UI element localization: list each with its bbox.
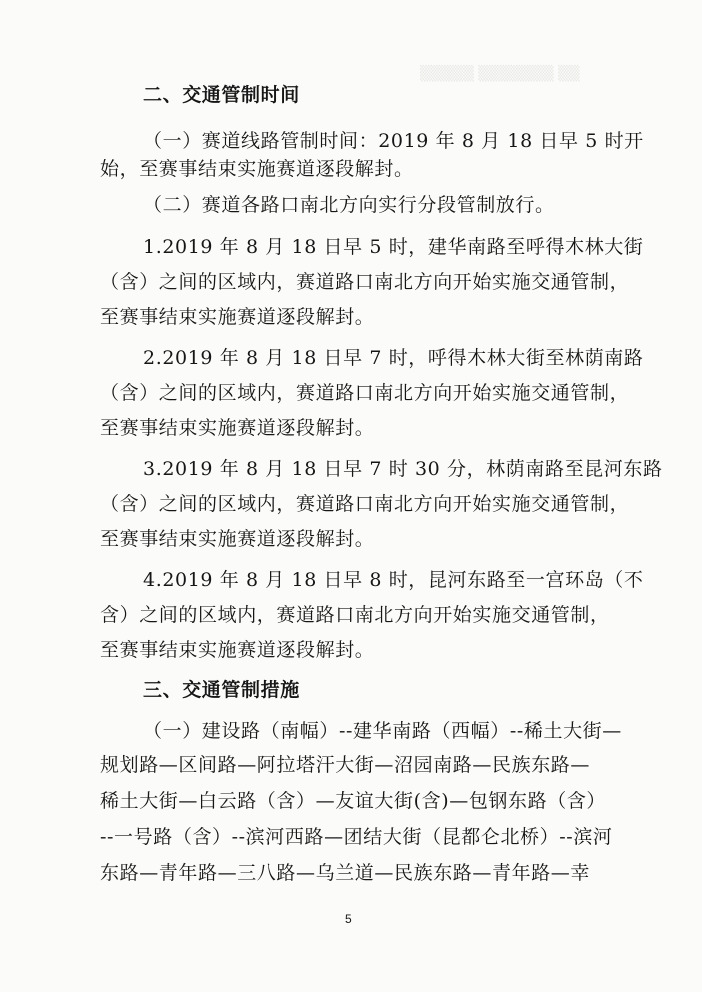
paragraph-line: 含）之间的区域内，赛道路口南北方向开始实施交通管制， bbox=[100, 604, 610, 626]
paragraph-line: 4.2019 年 8 月 18 日早 8 时，昆河东路至一宫环岛（不 bbox=[143, 569, 644, 591]
paragraph-line: 至赛事结束实施赛道逐段解封。 bbox=[100, 306, 375, 328]
paragraph-line: （含）之间的区域内，赛道路口南北方向开始实施交通管制， bbox=[100, 493, 630, 515]
paragraph-line: 1.2019 年 8 月 18 日早 5 时，建华南路至呼得木林大街 bbox=[143, 236, 644, 258]
paragraph-line: --一号路（含）--滨河西路—团结大街（昆都仑北桥）--滨河 bbox=[100, 826, 613, 848]
paragraph-line: 规划路—区间路—阿拉塔汗大街—沼园南路—民族东路— bbox=[100, 754, 591, 776]
paragraph-line: 至赛事结束实施赛道逐段解封。 bbox=[100, 417, 375, 439]
bleed-through-text: ▒▒▒▒▒ ▒▒▒▒▒▒▒ ▒▒ bbox=[420, 66, 580, 82]
paragraph-line: 至赛事结束实施赛道逐段解封。 bbox=[100, 639, 375, 661]
paragraph-line: （含）之间的区域内，赛道路口南北方向开始实施交通管制， bbox=[100, 271, 630, 293]
paragraph-line: （一）建设路（南幅）--建华南路（西幅）--稀土大街— bbox=[143, 720, 622, 742]
section-heading-measures: 三、交通管制措施 bbox=[143, 679, 300, 701]
section-heading-time: 二、交通管制时间 bbox=[143, 84, 300, 106]
paragraph-line: 3.2019 年 8 月 18 日早 7 时 30 分，林荫南路至昆河东路 bbox=[143, 458, 663, 480]
paragraph-line: （二）赛道各路口南北方向实行分段管制放行。 bbox=[143, 194, 555, 216]
paragraph-line: 东路—青年路—三八路—乌兰道—民族东路—青年路—幸 bbox=[100, 862, 591, 884]
page-number: 5 bbox=[345, 912, 352, 926]
paragraph-line: 稀土大街—白云路（含）—友谊大街(含)—包钢东路（含） bbox=[100, 790, 607, 812]
paragraph-line: 至赛事结束实施赛道逐段解封。 bbox=[100, 528, 375, 550]
paragraph-line: （一）赛道线路管制时间：2019 年 8 月 18 日早 5 时开 bbox=[143, 130, 644, 152]
paragraph-line: 2.2019 年 8 月 18 日早 7 时，呼得木林大街至林荫南路 bbox=[143, 347, 644, 369]
paragraph-line: 始，至赛事结束实施赛道逐段解封。 bbox=[100, 158, 414, 180]
paragraph-line: （含）之间的区域内，赛道路口南北方向开始实施交通管制， bbox=[100, 382, 630, 404]
